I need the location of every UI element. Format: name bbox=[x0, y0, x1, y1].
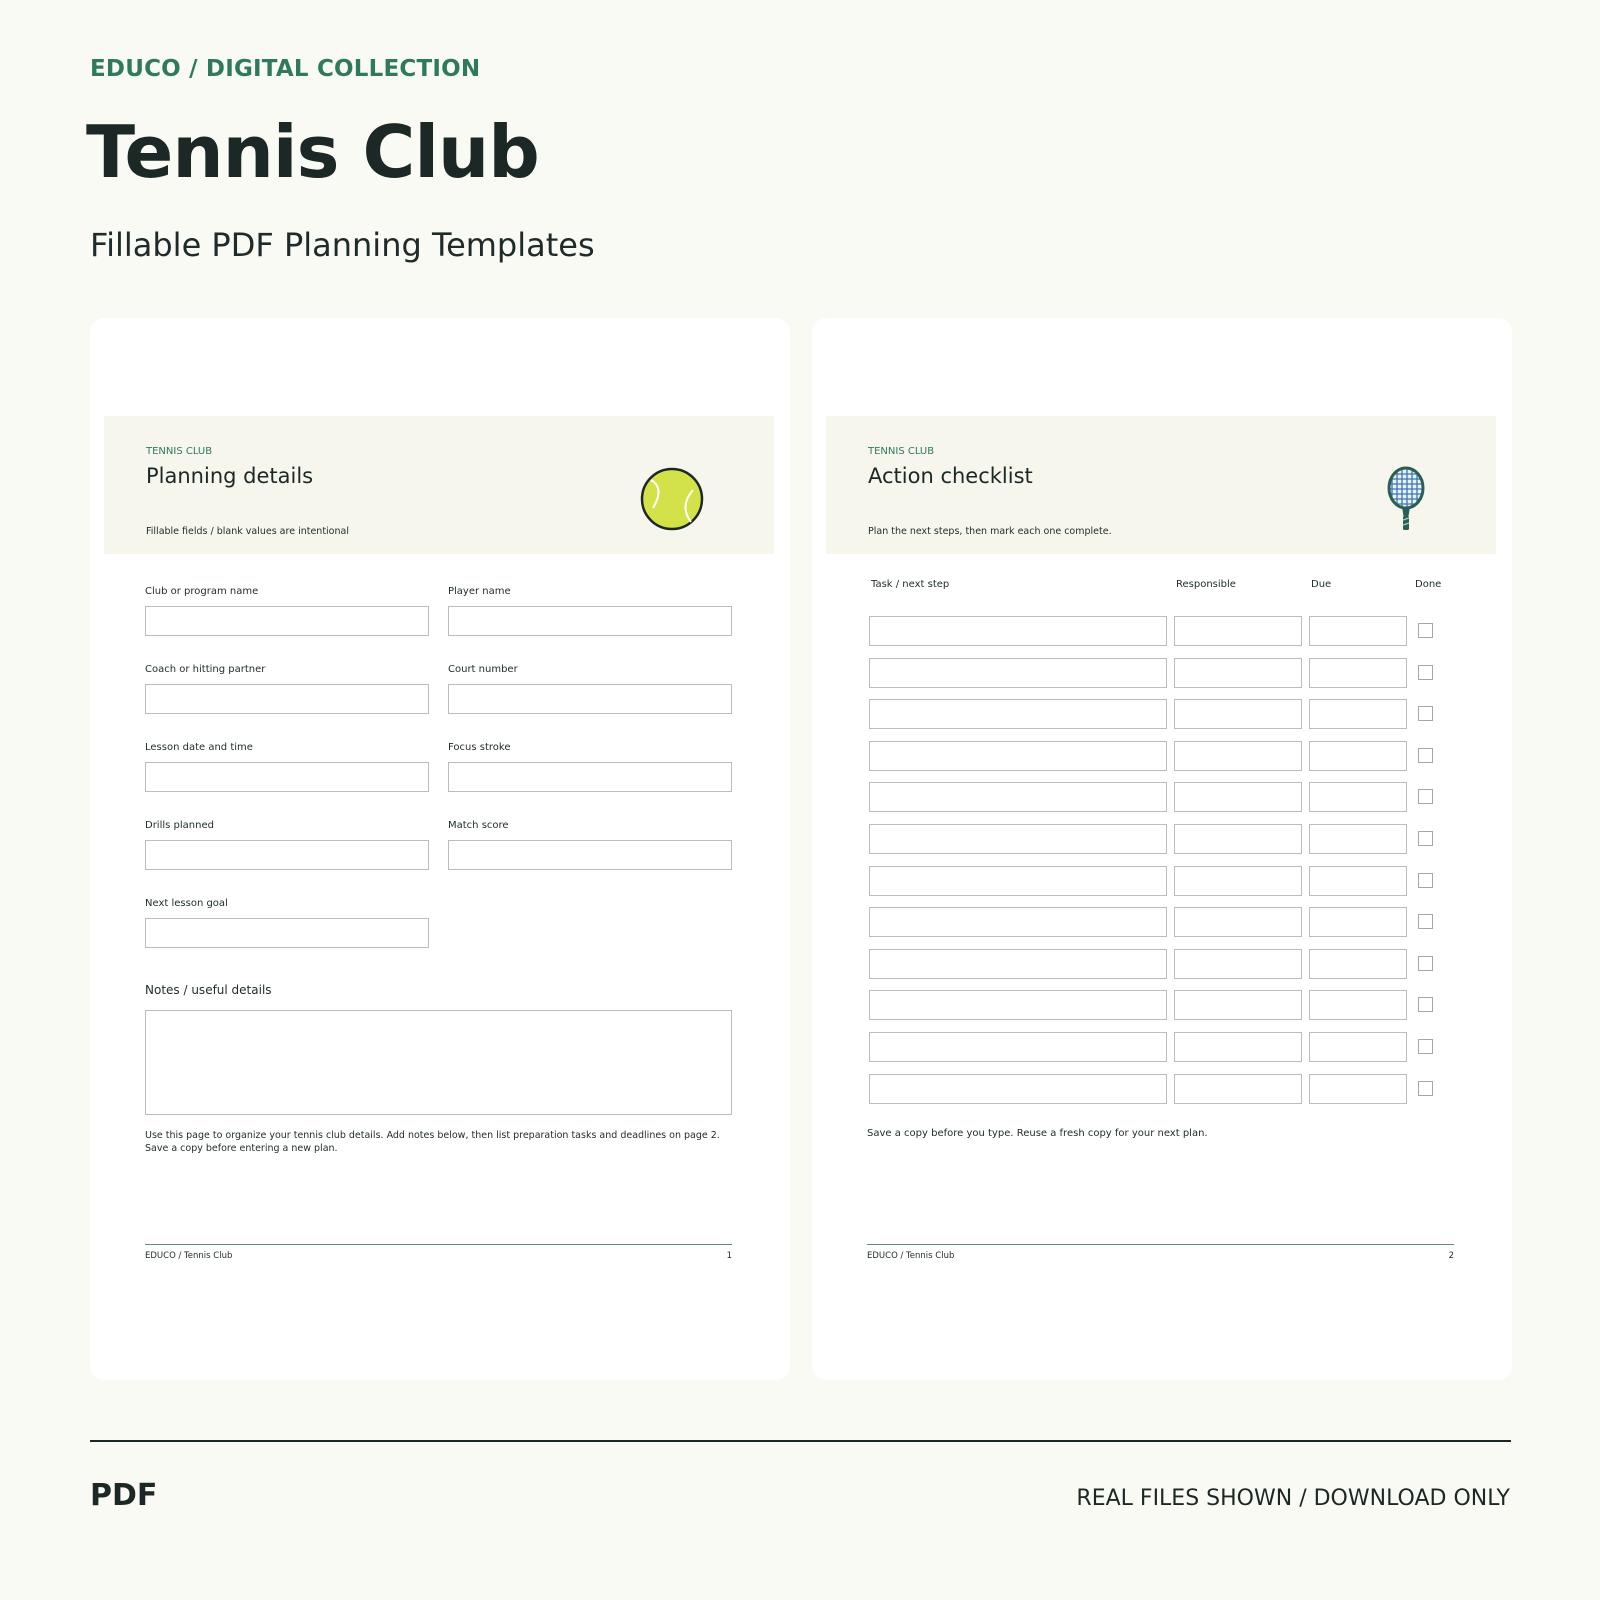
task-field[interactable] bbox=[869, 949, 1167, 979]
field-label-coach: Coach or hitting partner bbox=[145, 664, 266, 675]
field-label-lesson-date: Lesson date and time bbox=[145, 742, 253, 753]
field-label-club-name: Club or program name bbox=[145, 586, 259, 597]
page-number: 1 bbox=[726, 1251, 732, 1261]
due-field[interactable] bbox=[1309, 907, 1407, 937]
task-field[interactable] bbox=[869, 782, 1167, 812]
match-score-field[interactable] bbox=[448, 840, 732, 870]
download-note: REAL FILES SHOWN / DOWNLOAD ONLY bbox=[1076, 1486, 1510, 1511]
due-field[interactable] bbox=[1309, 824, 1407, 854]
task-field[interactable] bbox=[869, 699, 1167, 729]
footer-brand: EDUCO / Tennis Club bbox=[867, 1251, 955, 1261]
tennis-ball-icon bbox=[639, 466, 705, 532]
task-field[interactable] bbox=[869, 741, 1167, 771]
page-number: 2 bbox=[1448, 1251, 1454, 1261]
tennis-racket-icon bbox=[1383, 466, 1429, 532]
due-field[interactable] bbox=[1309, 616, 1407, 646]
responsible-field[interactable] bbox=[1174, 824, 1302, 854]
task-field[interactable] bbox=[869, 1074, 1167, 1104]
done-checkbox[interactable] bbox=[1418, 665, 1433, 680]
footer-divider bbox=[145, 1244, 732, 1245]
responsible-field[interactable] bbox=[1174, 1032, 1302, 1062]
done-checkbox[interactable] bbox=[1418, 997, 1433, 1012]
court-number-field[interactable] bbox=[448, 684, 732, 714]
bottom-divider bbox=[90, 1440, 1511, 1442]
page-subtitle: Fillable PDF Planning Templates bbox=[90, 226, 595, 264]
page-heading: Planning details bbox=[146, 464, 314, 488]
due-field[interactable] bbox=[1309, 782, 1407, 812]
page-title: Tennis Club bbox=[86, 110, 539, 194]
page-kicker: TENNIS CLUB bbox=[868, 446, 935, 457]
task-field[interactable] bbox=[869, 990, 1167, 1020]
done-checkbox[interactable] bbox=[1418, 831, 1433, 846]
coach-field[interactable] bbox=[145, 684, 429, 714]
task-field[interactable] bbox=[869, 616, 1167, 646]
field-label-court-number: Court number bbox=[448, 664, 518, 675]
field-label-match-score: Match score bbox=[448, 820, 509, 831]
task-field[interactable] bbox=[869, 824, 1167, 854]
page-note: Plan the next steps, then mark each one complete. bbox=[868, 526, 1112, 537]
done-checkbox[interactable] bbox=[1418, 789, 1433, 804]
done-checkbox[interactable] bbox=[1418, 873, 1433, 888]
responsible-field[interactable] bbox=[1174, 658, 1302, 688]
column-header-due: Due bbox=[1311, 579, 1332, 590]
next-goal-field[interactable] bbox=[145, 918, 429, 948]
due-field[interactable] bbox=[1309, 990, 1407, 1020]
club-name-field[interactable] bbox=[145, 606, 429, 636]
column-header-responsible: Responsible bbox=[1176, 579, 1236, 590]
field-label-next-goal: Next lesson goal bbox=[145, 898, 228, 909]
due-field[interactable] bbox=[1309, 741, 1407, 771]
format-label: PDF bbox=[90, 1478, 158, 1513]
responsible-field[interactable] bbox=[1174, 990, 1302, 1020]
due-field[interactable] bbox=[1309, 1074, 1407, 1104]
player-name-field[interactable] bbox=[448, 606, 732, 636]
page-instructions: Use this page to organize your tennis club details. Add notes below, then list preparation tasks and deadlines on page 2. Save a copy before entering a new plan. bbox=[145, 1130, 720, 1154]
responsible-field[interactable] bbox=[1174, 1074, 1302, 1104]
done-checkbox[interactable] bbox=[1418, 914, 1433, 929]
responsible-field[interactable] bbox=[1174, 616, 1302, 646]
done-checkbox[interactable] bbox=[1418, 1081, 1433, 1096]
footer-brand: EDUCO / Tennis Club bbox=[145, 1251, 233, 1261]
responsible-field[interactable] bbox=[1174, 907, 1302, 937]
responsible-field[interactable] bbox=[1174, 782, 1302, 812]
done-checkbox[interactable] bbox=[1418, 956, 1433, 971]
page-heading: Action checklist bbox=[868, 464, 1033, 488]
responsible-field[interactable] bbox=[1174, 699, 1302, 729]
task-field[interactable] bbox=[869, 658, 1167, 688]
responsible-field[interactable] bbox=[1174, 866, 1302, 896]
done-checkbox[interactable] bbox=[1418, 706, 1433, 721]
page-kicker: TENNIS CLUB bbox=[146, 446, 213, 457]
notes-field[interactable] bbox=[145, 1010, 732, 1115]
drills-field[interactable] bbox=[145, 840, 429, 870]
done-checkbox[interactable] bbox=[1418, 623, 1433, 638]
due-field[interactable] bbox=[1309, 949, 1407, 979]
due-field[interactable] bbox=[1309, 699, 1407, 729]
column-header-task: Task / next step bbox=[871, 579, 950, 590]
column-header-done: Done bbox=[1415, 579, 1442, 590]
footer-divider bbox=[867, 1244, 1454, 1245]
save-note: Save a copy before you type. Reuse a fresh copy for your next plan. bbox=[867, 1128, 1208, 1139]
action-checklist-page bbox=[812, 318, 1512, 1380]
field-label-player-name: Player name bbox=[448, 586, 511, 597]
responsible-field[interactable] bbox=[1174, 949, 1302, 979]
page-note: Fillable fields / blank values are intentional bbox=[146, 526, 349, 537]
brand-label: EDUCO / DIGITAL COLLECTION bbox=[90, 56, 481, 82]
done-checkbox[interactable] bbox=[1418, 1039, 1433, 1054]
task-field[interactable] bbox=[869, 866, 1167, 896]
due-field[interactable] bbox=[1309, 866, 1407, 896]
task-field[interactable] bbox=[869, 1032, 1167, 1062]
field-label-drills: Drills planned bbox=[145, 820, 214, 831]
field-label-focus-stroke: Focus stroke bbox=[448, 742, 511, 753]
lesson-date-field[interactable] bbox=[145, 762, 429, 792]
task-field[interactable] bbox=[869, 907, 1167, 937]
planning-details-page bbox=[90, 318, 790, 1380]
due-field[interactable] bbox=[1309, 658, 1407, 688]
focus-stroke-field[interactable] bbox=[448, 762, 732, 792]
notes-label: Notes / useful details bbox=[145, 983, 272, 997]
due-field[interactable] bbox=[1309, 1032, 1407, 1062]
responsible-field[interactable] bbox=[1174, 741, 1302, 771]
done-checkbox[interactable] bbox=[1418, 748, 1433, 763]
